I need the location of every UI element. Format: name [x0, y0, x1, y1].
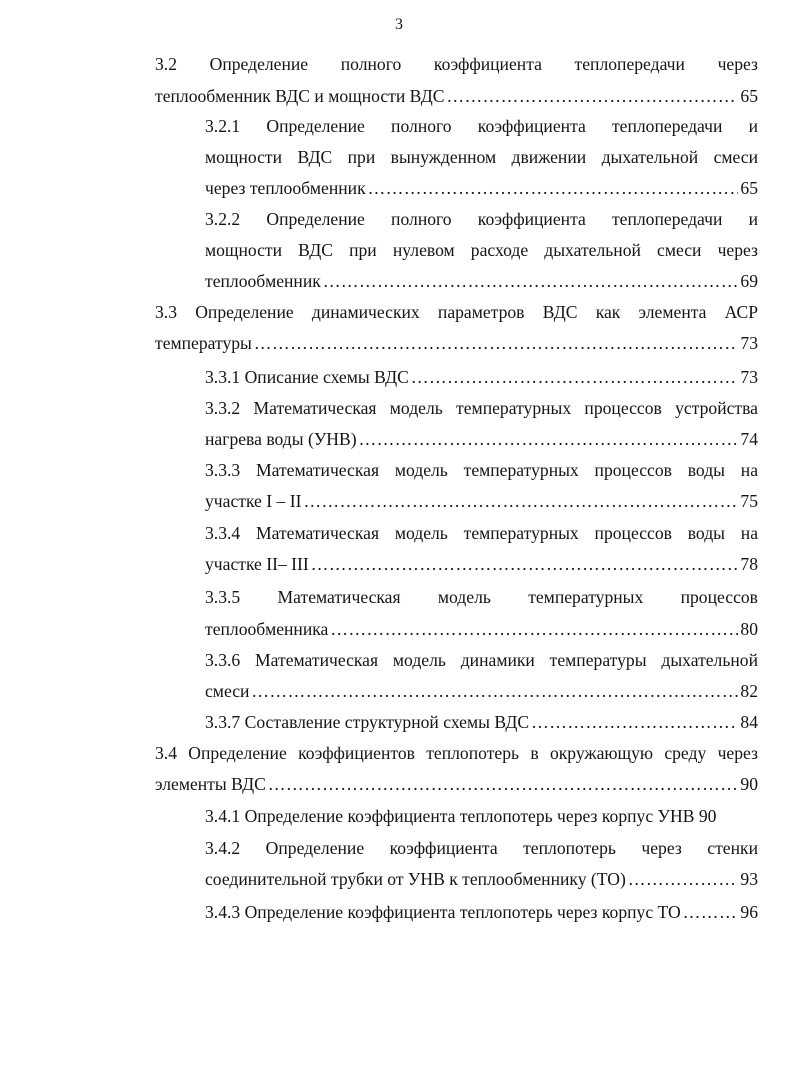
toc-text: соединительной трубки от УНВ к теплообменнику (ТО) — [205, 869, 626, 889]
dot-leader — [323, 268, 739, 294]
toc-entry-3-3-7 — [205, 709, 758, 735]
dot-leader — [251, 678, 738, 704]
toc-page: 78 — [740, 554, 758, 574]
toc-text: нагрева воды (УНВ) — [205, 429, 357, 449]
toc-entry-3-3-2-line-2 — [205, 426, 758, 452]
toc-entry-3-4-1: 3.4.1 Определение коэффициента теплопотерь через корпус УНВ 90 — [205, 806, 717, 826]
toc-entry-3-3-3-line-1: 3.3.3 Математическая модель температурных процессов воды на — [205, 460, 758, 480]
toc-page: 80 — [740, 619, 758, 639]
toc-text: теплообменника — [205, 619, 329, 639]
dot-leader — [311, 551, 739, 577]
toc-page: 93 — [740, 869, 758, 889]
toc-text: через теплообменник — [205, 178, 366, 198]
dot-leader — [411, 364, 739, 390]
dot-leader — [254, 330, 739, 356]
dot-leader — [330, 616, 738, 642]
toc-text: теплообменник — [205, 271, 321, 291]
toc-entry-3-3-line-2 — [155, 330, 758, 356]
toc-entry-3-3-6-line-2 — [205, 678, 758, 704]
toc-page: 69 — [740, 271, 758, 291]
dot-leader — [359, 426, 739, 452]
toc-entry-3-2-line-2 — [155, 83, 758, 109]
toc-entry-3-4-line-2 — [155, 771, 758, 797]
toc-page: 90 — [740, 774, 758, 794]
toc-page: 84 — [740, 712, 758, 732]
toc-text: 3.4.3 Определение коэффициента теплопотерь через корпус ТО — [205, 902, 681, 922]
toc-text: участке II– III — [205, 554, 309, 574]
toc-entry-3-4-line-1: 3.4 Определение коэффициентов теплопотерь в окружающую среду через — [155, 743, 758, 763]
toc-text: элементы ВДС — [155, 774, 266, 794]
dot-leader — [446, 83, 738, 109]
toc-text: смеси — [205, 681, 250, 701]
toc-entry-3-2-2-line-1: 3.2.2 Определение полного коэффициента теплопередачи и — [205, 209, 758, 229]
dot-leader — [368, 175, 739, 201]
toc-entry-3-2-2-line-2: мощности ВДС при нулевом расходе дыхательной смеси через — [205, 240, 758, 260]
dot-leader — [303, 488, 738, 514]
toc-page: 75 — [740, 491, 758, 511]
toc-text: 3.3.7 Составление структурной схемы ВДС — [205, 712, 530, 732]
toc-entry-3-4-2-line-2 — [205, 866, 758, 892]
toc-entry-3-3-6-line-1: 3.3.6 Математическая модель динамики температуры дыхательной — [205, 650, 758, 670]
toc-entry-3-2-line-1: 3.2 Определение полного коэффициента теплопередачи через — [155, 54, 758, 74]
toc-entry-3-3-3-line-2 — [205, 488, 758, 514]
toc-entry-3-3-4-line-1: 3.3.4 Математическая модель температурных процессов воды на — [205, 523, 758, 543]
dot-leader — [683, 899, 739, 925]
toc-page: 65 — [740, 86, 758, 106]
toc-page: 65 — [740, 178, 758, 198]
toc-page: 96 — [740, 902, 758, 922]
toc-page: 82 — [740, 681, 758, 701]
toc-entry-3-3-5-line-1: 3.3.5 Математическая модель температурных процессов — [205, 587, 758, 607]
dot-leader — [268, 771, 739, 797]
toc-entry-3-3-2-line-1: 3.3.2 Математическая модель температурных процессов устройства — [205, 398, 758, 418]
dot-leader — [531, 709, 738, 735]
toc-text: участке I – II — [205, 491, 302, 511]
toc-entry-3-3-4-line-2 — [205, 551, 758, 577]
dot-leader — [628, 866, 739, 892]
toc-page: 73 — [740, 367, 758, 387]
toc-entry-3-2-2-line-3 — [205, 268, 758, 294]
toc-entry-3-3-5-line-2 — [205, 616, 758, 642]
toc-entry-3-2-1-line-2: мощности ВДС при вынужденном движении дыхательной смеси — [205, 147, 758, 167]
toc-entry-3-2-1-line-3 — [205, 175, 758, 201]
toc-page: 73 — [740, 333, 758, 353]
toc-text: теплообменник ВДС и мощности ВДС — [155, 86, 445, 106]
toc-text: температуры — [155, 333, 252, 353]
page-number: 3 — [395, 16, 403, 33]
toc-entry-3-3-line-1: 3.3 Определение динамических параметров ВДС как элемента АСР — [155, 302, 758, 322]
toc-entry-3-2-1-line-1: 3.2.1 Определение полного коэффициента теплопередачи и — [205, 116, 758, 136]
toc-text: 3.3.1 Описание схемы ВДС — [205, 367, 409, 387]
toc-entry-3-4-3 — [205, 899, 758, 925]
toc-entry-3-4-2-line-1: 3.4.2 Определение коэффициента теплопотерь через стенки — [205, 838, 758, 858]
toc-page: 74 — [740, 429, 758, 449]
toc-entry-3-3-1 — [205, 364, 758, 390]
